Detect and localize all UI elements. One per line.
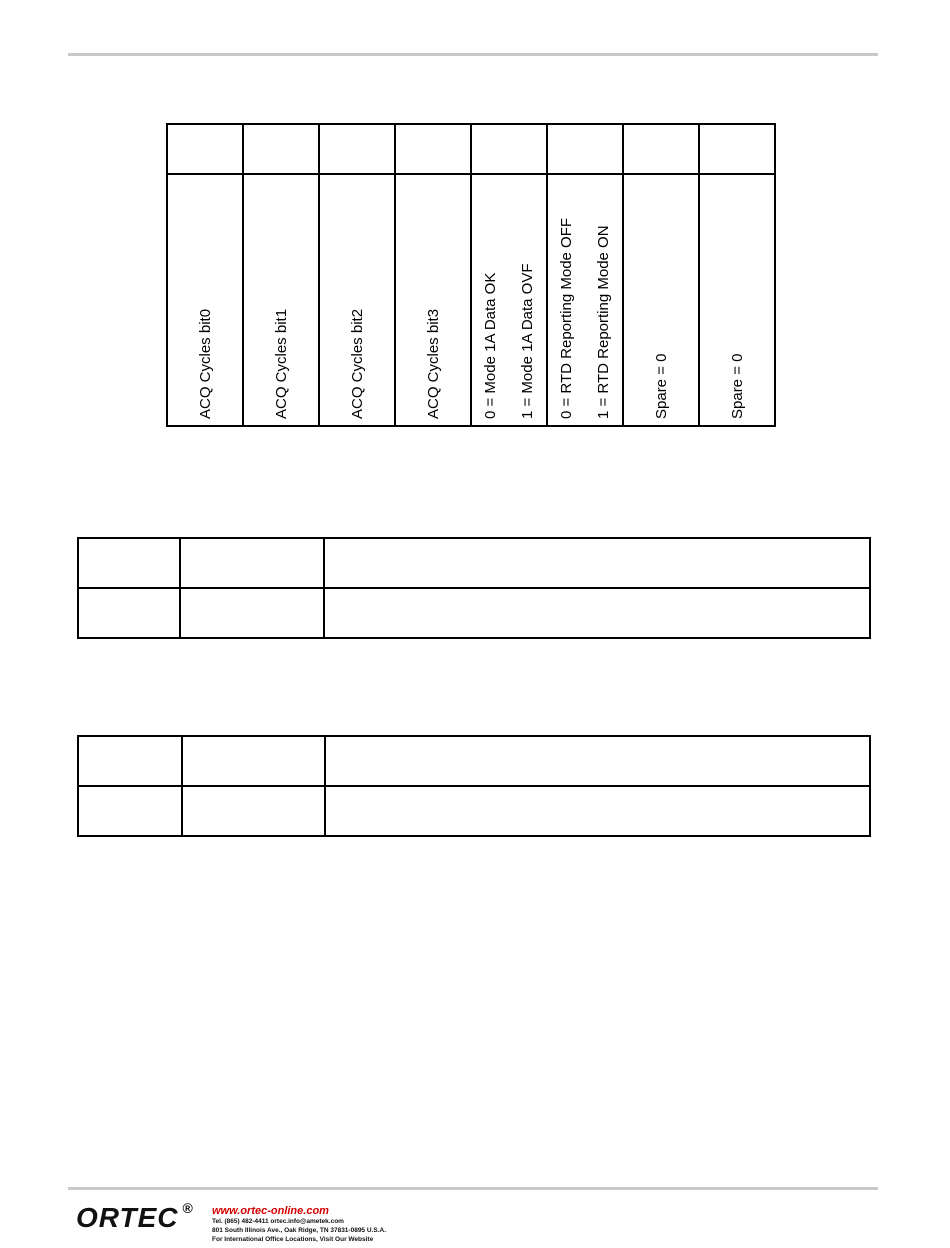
bit-cell [471, 174, 547, 426]
bit-description: 0 = Mode 1A Data OK [482, 272, 499, 419]
bit-cell [395, 174, 471, 426]
table-row [78, 786, 870, 836]
contact-line: Tel. (865) 482-4411 ortec.info@ametek.com [212, 1218, 344, 1225]
bit-description: ACQ Cycles bit0 [196, 308, 214, 419]
table-cell [324, 538, 870, 588]
logo-text: ORTEC [76, 1202, 179, 1233]
bit-header-cell [243, 124, 319, 174]
bit-cell [547, 174, 623, 426]
bit-header-cell [319, 124, 395, 174]
table-cell [325, 736, 870, 786]
bit-header-cell [471, 124, 547, 174]
word-table-2 [77, 735, 871, 837]
website-link[interactable]: www.ortec-online.com [212, 1205, 329, 1217]
ortec-logo [76, 1199, 194, 1234]
bit-cell [243, 174, 319, 426]
table-cell [78, 786, 182, 836]
registered-mark: ® [182, 1199, 194, 1216]
word-table-1 [77, 537, 871, 639]
table-row [78, 588, 870, 638]
bit-field-table [166, 123, 776, 427]
table-row [78, 538, 870, 588]
table-cell [78, 736, 182, 786]
table-cell [324, 588, 870, 638]
bit-header-cell [167, 124, 243, 174]
bit-description: ACQ Cycles bit2 [348, 308, 366, 419]
table-cell [180, 538, 324, 588]
bit-description: Spare = 0 [652, 353, 670, 419]
header-rule [68, 53, 878, 56]
bit-description: 1 = Mode 1A Data OVF [519, 263, 536, 419]
bit-cell [699, 174, 775, 426]
bit-cell [319, 174, 395, 426]
bit-header-cell [395, 124, 471, 174]
table-cell [78, 538, 180, 588]
table-cell [180, 588, 324, 638]
table-cell [182, 786, 325, 836]
bit-header-cell [623, 124, 699, 174]
table-cell [78, 588, 180, 638]
table-cell [325, 786, 870, 836]
table-row [78, 736, 870, 786]
bit-header-cell [547, 124, 623, 174]
bit-description: 1 = RTD Reporting Mode ON [595, 225, 612, 419]
bit-header-cell [699, 124, 775, 174]
footer-contact [212, 1205, 386, 1244]
bit-description: ACQ Cycles bit3 [424, 308, 442, 419]
bit-description: ACQ Cycles bit1 [272, 308, 290, 419]
bit-description: 0 = RTD Reporting Mode OFF [558, 217, 575, 419]
footer-rule [68, 1187, 878, 1190]
bit-table-header-row [167, 124, 775, 174]
table-cell [182, 736, 325, 786]
bit-cell [623, 174, 699, 426]
bit-cell [167, 174, 243, 426]
address-line: 801 South Illinois Ave., Oak Ridge, TN 37831-0895 U.S.A. [212, 1227, 386, 1234]
bit-description: Spare = 0 [728, 353, 746, 419]
bit-table-body-row [167, 174, 775, 426]
international-line: For International Office Locations, Visit Our Website [212, 1236, 374, 1243]
